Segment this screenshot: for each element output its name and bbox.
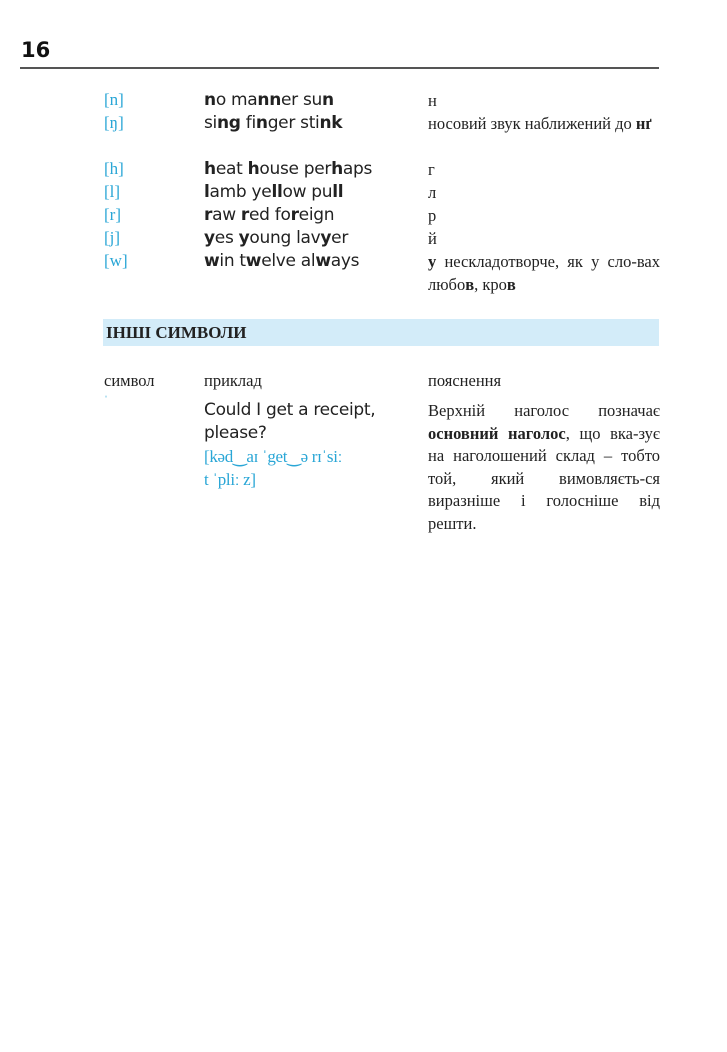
bold-text: y <box>204 228 215 248</box>
stress-example <box>204 399 414 491</box>
text: es <box>214 228 239 248</box>
bold-text: nk <box>319 113 343 133</box>
example-words <box>204 228 348 248</box>
bold-text: n <box>322 90 334 110</box>
text: er su <box>281 90 322 110</box>
text: л <box>428 183 437 202</box>
text: ouse per <box>259 159 332 179</box>
text: г <box>428 160 435 179</box>
text: ow pu <box>282 182 333 202</box>
column-header-example: приклад <box>204 371 262 390</box>
explanation <box>428 159 660 182</box>
text: р <box>428 206 437 225</box>
text: oung lav <box>249 228 321 248</box>
bold-text: h <box>204 159 216 179</box>
bold-text: основний наголос <box>428 423 566 443</box>
example-words <box>204 159 372 179</box>
bold-text: у <box>428 252 437 271</box>
text: нескладотворче, як у сло-вах любо <box>428 252 660 294</box>
phonetic-symbol: [j] <box>104 228 121 247</box>
bold-text: ll <box>271 182 283 202</box>
bold-text: nn <box>257 90 282 110</box>
explanation <box>428 251 660 296</box>
phonetic-symbol: [w] <box>104 251 128 270</box>
example-words <box>204 205 334 225</box>
phonetic-symbol: [l] <box>104 182 121 201</box>
phonetic-symbol: [h] <box>104 159 124 178</box>
example-words <box>204 182 343 202</box>
bold-text: n <box>204 90 216 110</box>
bold-text: y <box>238 228 250 248</box>
section-heading-band <box>103 319 659 346</box>
text: й <box>428 229 437 248</box>
page-number: 16 <box>21 38 51 62</box>
bold-text: нґ <box>635 114 652 133</box>
text: ed fo <box>249 205 291 225</box>
example-words <box>204 251 359 271</box>
explanation <box>428 113 660 136</box>
text: Верхній наголос позначає <box>428 401 660 420</box>
text: , кро <box>474 274 507 294</box>
explanation <box>428 90 660 113</box>
phonetic-symbol: [r] <box>104 205 121 224</box>
transcription-line-2: t ˈpliː z] <box>204 470 256 489</box>
text: eign <box>298 205 335 225</box>
text: si <box>204 113 217 133</box>
explanation <box>428 205 660 228</box>
text: ays <box>330 251 360 271</box>
column-header-explanation: пояснення <box>428 371 502 390</box>
bold-text: ng <box>216 113 241 133</box>
example-words <box>204 113 342 133</box>
bold-text: w <box>315 251 331 271</box>
bold-text: w <box>204 251 220 271</box>
bold-text: n <box>255 113 268 133</box>
header-rule <box>20 67 659 69</box>
bold-text: ll <box>332 182 344 202</box>
text: eat <box>215 159 248 179</box>
bold-text: r <box>204 205 213 225</box>
text: ger sti <box>267 113 320 133</box>
text: amb ye <box>209 182 272 202</box>
text: , що вка-зує на наголошений склад – тобто той, який вимовляєть-ся виразніше і голосніше від решти. <box>428 423 660 533</box>
section-heading: ІНШІ СИМВОЛИ <box>106 323 247 342</box>
explanation <box>428 228 660 251</box>
bold-text: l <box>204 182 210 202</box>
bold-text: в <box>465 274 475 294</box>
text: fi <box>240 113 256 133</box>
text: носовий звук наближений до <box>428 114 636 133</box>
bold-text: w <box>245 251 262 271</box>
bold-text: r <box>240 205 250 225</box>
example-sentence: Could I get a receipt, please? <box>204 400 376 443</box>
transcription-line-1: [kəd‿aɪ ˈget‿ə rɪˈsiː <box>204 447 343 466</box>
bold-text: в <box>506 274 516 294</box>
bold-text: r <box>290 205 299 225</box>
explanation <box>428 182 660 205</box>
text: н <box>428 91 437 110</box>
text: er <box>331 228 349 248</box>
phonetic-symbol: [n] <box>104 90 124 109</box>
bold-text: h <box>247 159 260 179</box>
phonetic-symbol: [ŋ] <box>104 113 124 132</box>
column-header-symbol: символ <box>104 371 155 390</box>
bold-text: y <box>320 228 332 248</box>
text: elve al <box>261 251 316 271</box>
text: aw <box>212 205 241 225</box>
stress-explanation <box>428 400 660 535</box>
example-words <box>204 90 334 110</box>
text: o ma <box>215 90 258 110</box>
text: in t <box>219 251 246 271</box>
stress-symbol: ˈ <box>104 393 108 407</box>
bold-text: h <box>331 159 343 179</box>
text: aps <box>342 159 373 179</box>
